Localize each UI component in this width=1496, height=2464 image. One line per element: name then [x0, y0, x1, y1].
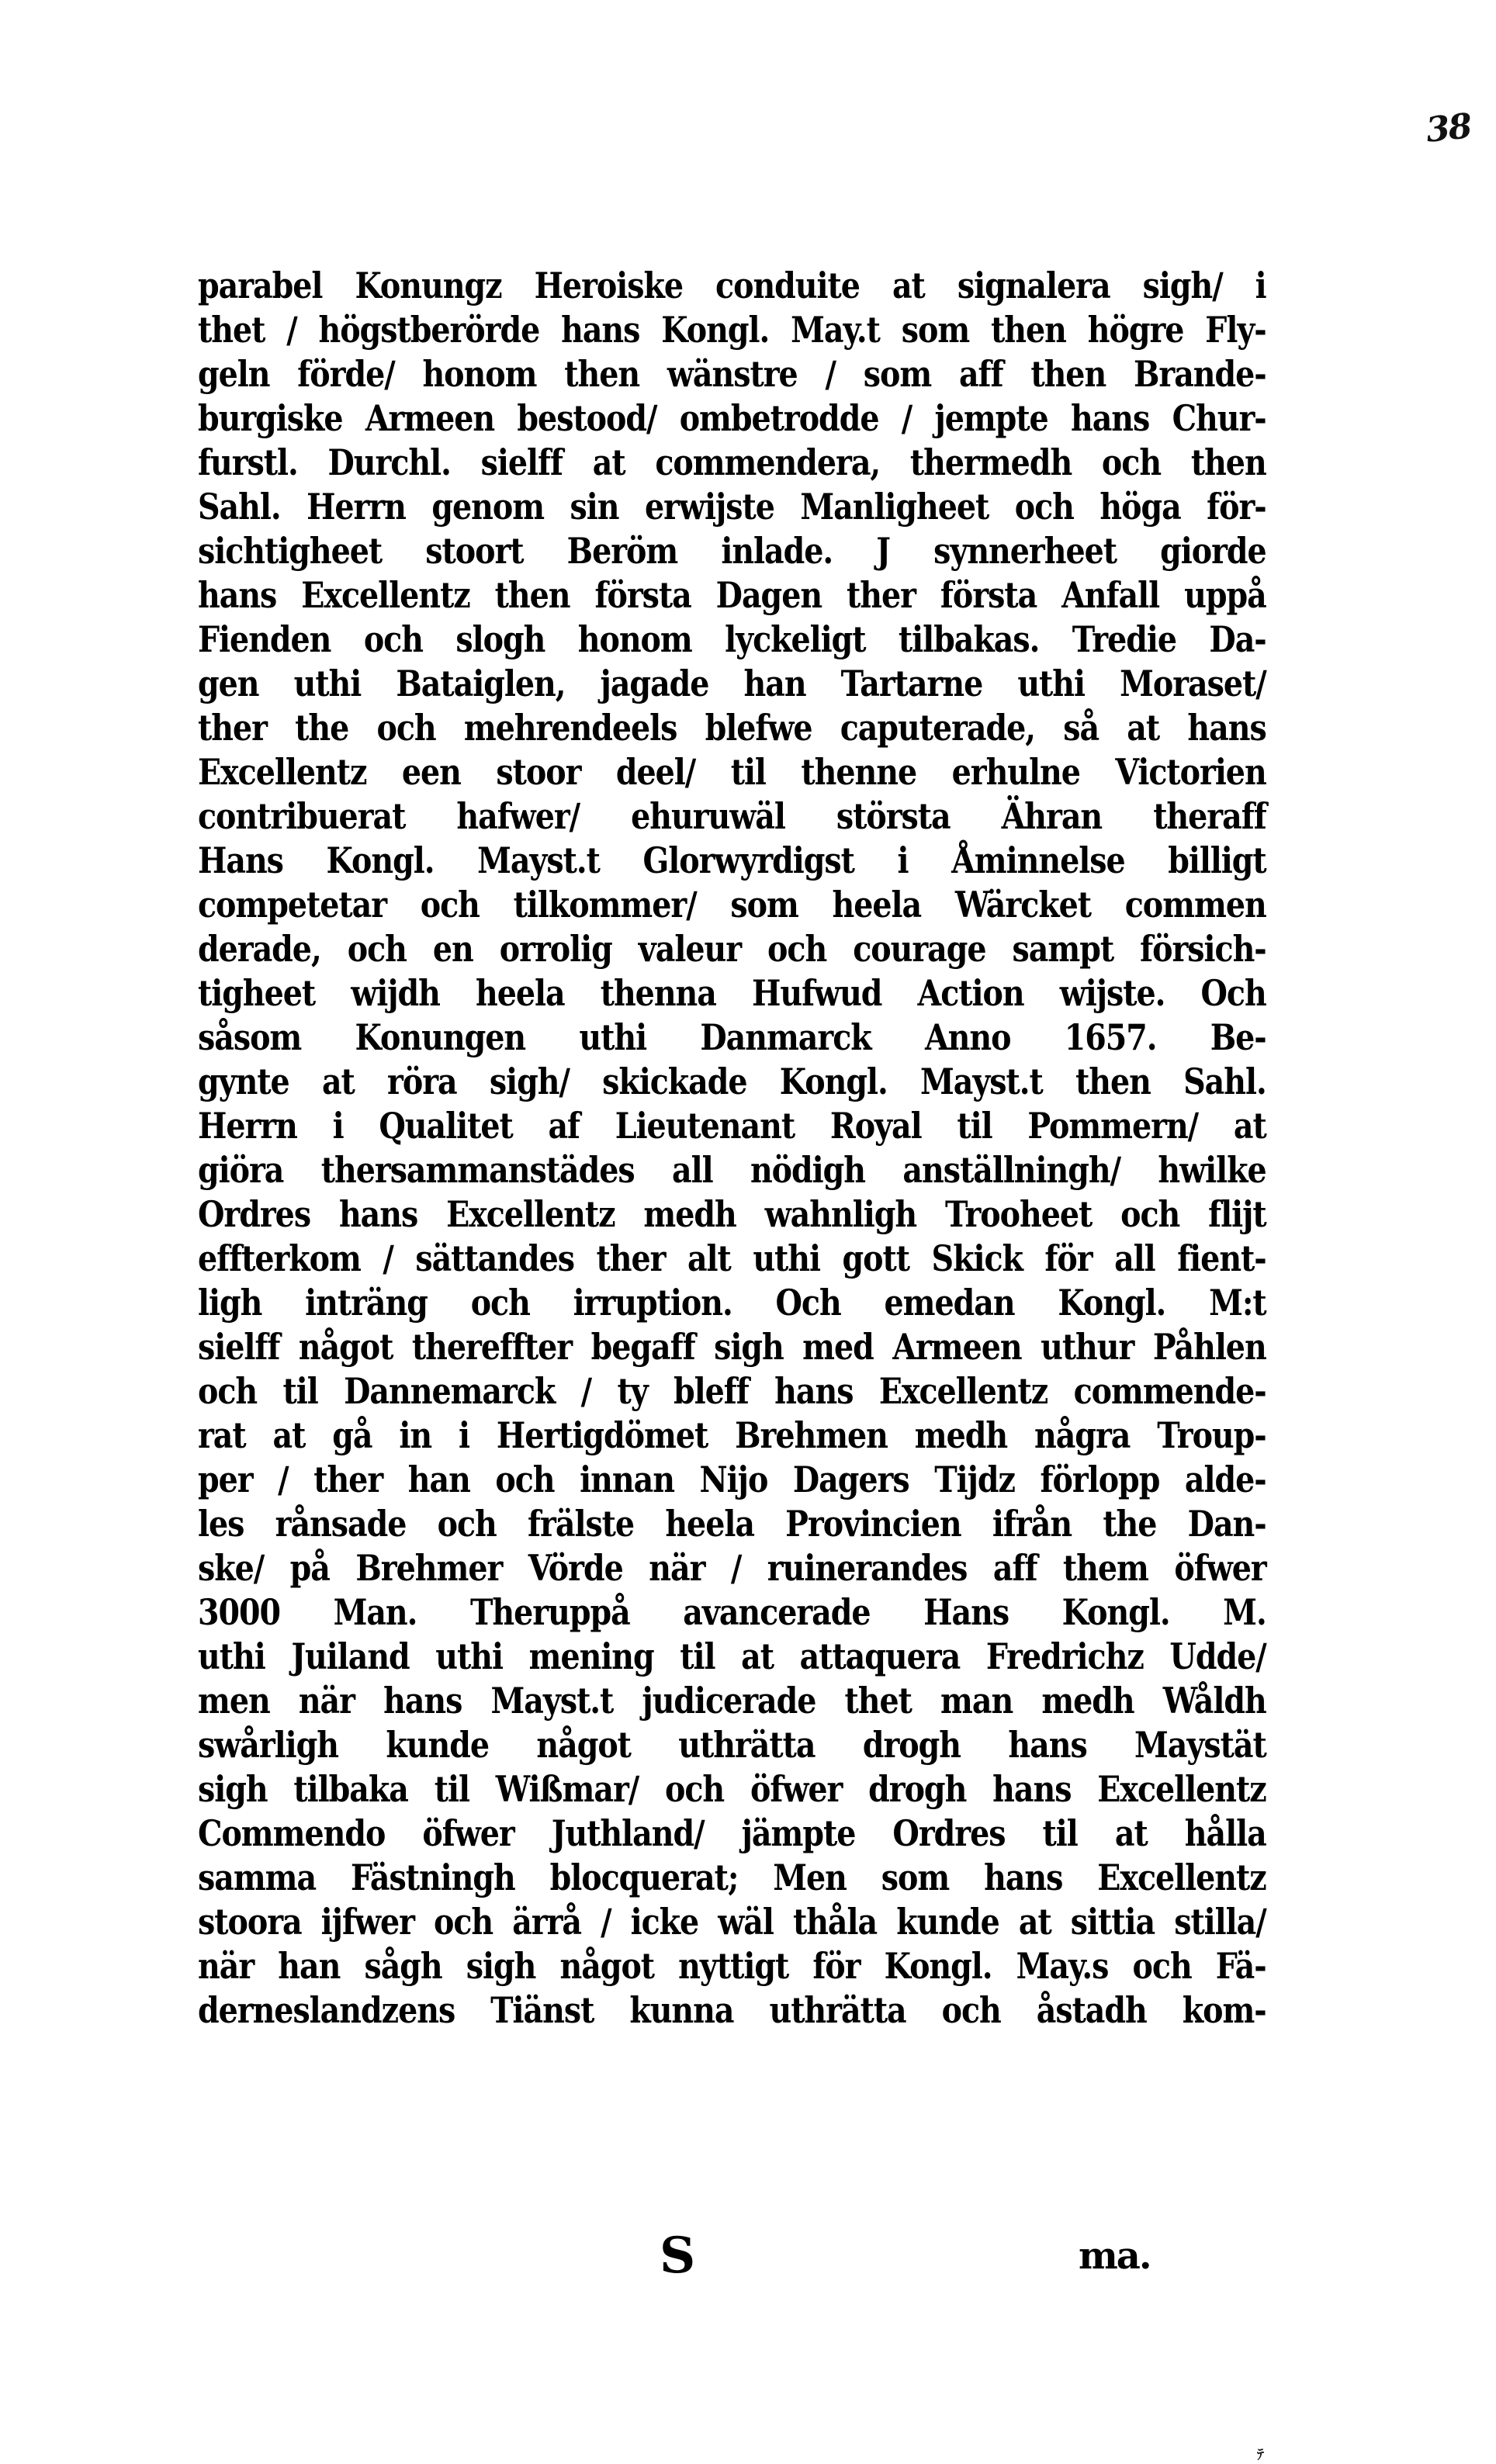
- text-line: sigh tilbaka til Wißmar/ och öfwer drogh hans Excellentz: [198, 1768, 1266, 1810]
- text-line: derneslandzens Tiänst kunna uthrätta och åstadh kom-: [198, 1989, 1266, 2031]
- text-line: sichtigheet stoort Beröm inlade. J synnerheet giorde: [198, 530, 1266, 572]
- text-line: ther the och mehrendeels blefwe caputerade, så at hans: [198, 707, 1266, 749]
- text-line: Commendo öfwer Juthland/ jämpte Ordres til at hålla: [198, 1812, 1266, 1854]
- text-line: när han sågh sigh något nyttigt för Kongl. May.s och Fä-: [198, 1945, 1266, 1987]
- text-line: stoora ijfwer och ärrå / icke wäl thåla kunde at sittia stilla/: [198, 1901, 1266, 1943]
- text-line: rat at gå in i Hertigdömet Brehmen medh några Troup-: [198, 1414, 1266, 1456]
- text-line: contribuerat hafwer/ ehuruwäl största Ähran theraff: [198, 795, 1266, 837]
- text-line: Herrn i Qualitet af Lieutenant Royal til Pommern/ at: [198, 1105, 1266, 1147]
- text-line: derade, och en orrolig valeur och courage sampt försich-: [198, 928, 1266, 970]
- text-line: thet / högstberörde hans Kongl. May.t som then högre Fly-: [198, 309, 1266, 351]
- text-line: furstl. Durchl. sielff at commendera, thermedh och then: [198, 441, 1266, 483]
- text-line: effterkom / sättandes ther alt uthi gott Skick för all fient-: [198, 1237, 1266, 1279]
- text-line: competetar och tilkommer/ som heela Wärcket commen: [198, 884, 1266, 926]
- text-line: tigheet wijdh heela thenna Hufwud Action wijste. Och: [198, 972, 1266, 1014]
- text-line: sielff något thereffter begaff sigh med Armeen uthur Påhlen: [198, 1326, 1266, 1368]
- text-line: gynte at röra sigh/ skickade Kongl. Mayst.t then Sahl.: [198, 1061, 1266, 1102]
- text-line: uthi Juiland uthi mening til at attaquera Fredrichz Udde/: [198, 1635, 1266, 1677]
- text-line: såsom Konungen uthi Danmarck Anno 1657. Be-: [198, 1016, 1266, 1058]
- text-line: Sahl. Herrn genom sin erwijste Manligheet och höga för-: [198, 486, 1266, 528]
- text-line: per / ther han och innan Nijo Dagers Tijdz förlopp alde-: [198, 1459, 1266, 1500]
- text-line: gen uthi Bataiglen, jagade han Tartarne uthi Moraset/: [198, 663, 1266, 704]
- text-line: parabel Konungz Heroiske conduite at signalera sigh/ i: [198, 265, 1266, 306]
- text-line: Ordres hans Excellentz medh wahnligh Trooheet och flijt: [198, 1193, 1266, 1235]
- text-line: och til Dannemarck / ty bleff hans Excellentz commende-: [198, 1370, 1266, 1412]
- text-line: les rånsade och frälste heela Provincien ifrån the Dan-: [198, 1503, 1266, 1545]
- text-line: Fienden och slogh honom lyckeligt tilbakas. Tredie Da-: [198, 618, 1266, 660]
- text-line: giöra thersammanstädes all nödigh anställningh/ hwilke: [198, 1149, 1266, 1191]
- text-line: Excellentz een stoor deel/ til thenne erhulne Victorien: [198, 751, 1266, 793]
- signature-mark: S: [660, 2227, 696, 2285]
- text-line: ligh inträng och irruption. Och emedan Kongl. M:t: [198, 1282, 1266, 1324]
- text-line: burgiske Armeen bestood/ ombetrodde / jempte hans Chur-: [198, 397, 1266, 439]
- text-line: hans Excellentz then första Dagen ther första Anfall uppå: [198, 574, 1266, 616]
- text-line: Hans Kongl. Mayst.t Glorwyrdigst i Åminnelse billigt: [198, 839, 1266, 881]
- text-line: swårligh kunde något uthrätta drogh hans Maystät: [198, 1724, 1266, 1766]
- text-line: men när hans Mayst.t judicerade thet man medh Wåldh: [198, 1680, 1266, 1722]
- page-number: 38: [1424, 106, 1473, 151]
- library-stamp-mark: ﾃ: [1257, 2447, 1264, 2463]
- text-line: geln förde/ honom then wänstre / som aff then Brande-: [198, 353, 1266, 395]
- body-text: [198, 264, 1269, 2033]
- catchword: ma.: [1079, 2234, 1151, 2278]
- text-line: ske/ på Brehmer Vörde när / ruinerandes aff them öfwer: [198, 1547, 1266, 1589]
- text-line: samma Fästningh blocquerat; Men som hans Excellentz: [198, 1857, 1266, 1898]
- text-line: 3000 Man. Theruppå avancerade Hans Kongl. M.: [198, 1591, 1266, 1633]
